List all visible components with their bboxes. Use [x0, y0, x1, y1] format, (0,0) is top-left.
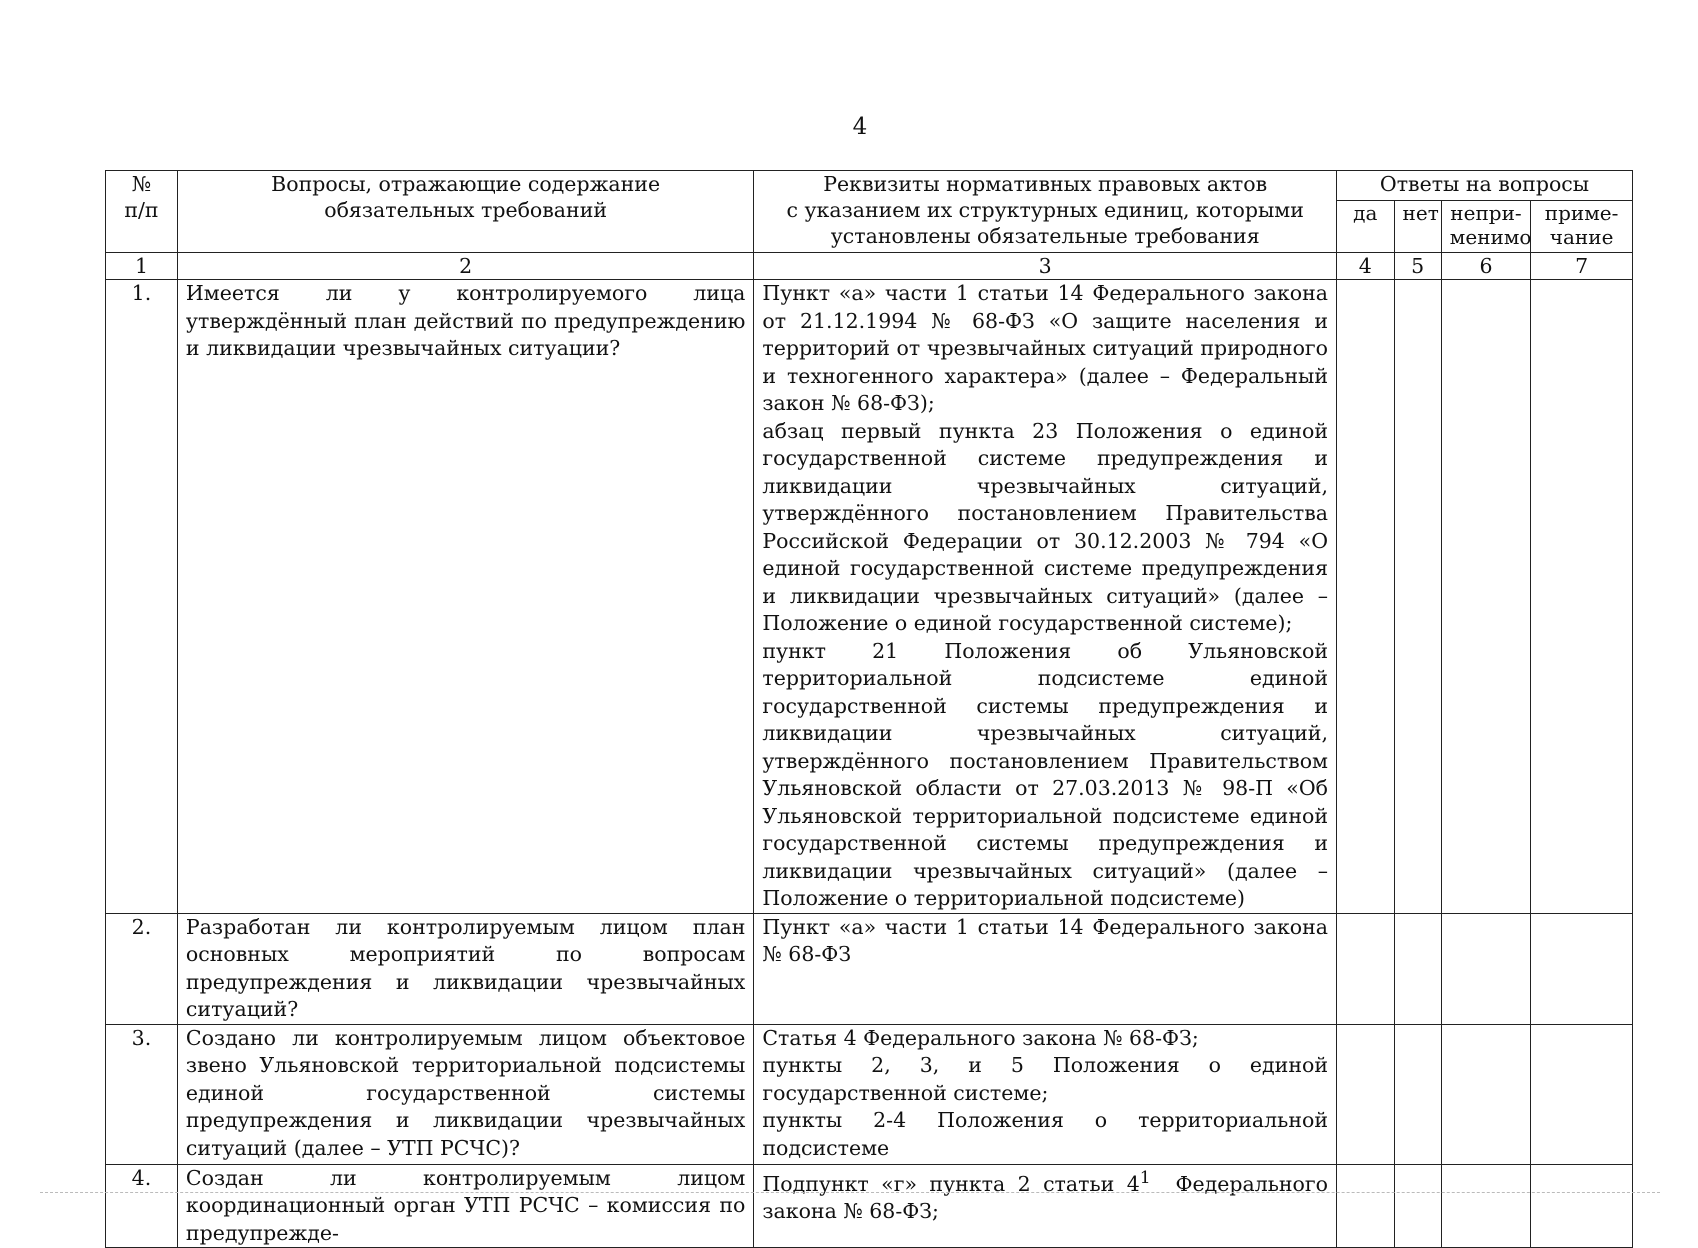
answer-note-cell[interactable] — [1531, 280, 1633, 914]
answer-no-cell[interactable] — [1394, 1024, 1441, 1164]
column-index: 7 — [1531, 253, 1633, 280]
answer-not-applicable-cell[interactable] — [1441, 913, 1530, 1024]
header-row-top — [106, 171, 1633, 201]
answer-note-cell[interactable] — [1531, 1164, 1633, 1248]
answer-no-cell[interactable] — [1394, 1164, 1441, 1248]
row-number: 2. — [106, 913, 178, 1024]
row-number: 3. — [106, 1024, 178, 1164]
answer-no-cell[interactable] — [1394, 913, 1441, 1024]
header-no: нет — [1394, 201, 1441, 253]
requisite-item: пункты 2, 3, и 5 Положения о единой государственной системе; — [762, 1053, 1328, 1105]
row-number: 1. — [106, 280, 178, 914]
question-text: Создан ли контролируемым лицом координационный орган УТП РСЧС – комиссия по предупрежде- — [177, 1164, 753, 1248]
column-index: 3 — [754, 253, 1337, 280]
answer-yes-cell[interactable] — [1337, 913, 1395, 1024]
answer-no-cell[interactable] — [1394, 280, 1441, 914]
header-yes: да — [1337, 201, 1395, 253]
column-index: 5 — [1394, 253, 1441, 280]
requisite-item: Пункт «а» части 1 статьи 14 Федерального закона от 21.12.1994 № 68-ФЗ «О защите населения и территорий от чрезвычайных ситуаций природного и техногенного характера» (далее – Федеральный закон № 68-ФЗ); — [762, 281, 1328, 415]
table-row — [106, 1164, 1633, 1248]
table-row — [106, 1024, 1633, 1164]
question-text: Разработан ли контролируемым лицом план основных мероприятий по вопросам предупреждения и ликвидации чрезвычайных ситуаций? — [177, 913, 753, 1024]
requisites-cell — [754, 1024, 1337, 1164]
answer-not-applicable-cell[interactable] — [1441, 1164, 1530, 1248]
header-requisites: Реквизиты нормативных правовых актов с указанием их структурных единиц, которыми установлены обязательные требования — [754, 171, 1337, 253]
column-index: 2 — [177, 253, 753, 280]
column-index: 6 — [1441, 253, 1530, 280]
checklist-table — [105, 170, 1633, 1248]
header-num: № п/п — [106, 171, 178, 253]
requisite-text-end: Федерального закона № 68-ФЗ; — [762, 1171, 1335, 1223]
answer-yes-cell[interactable] — [1337, 1024, 1395, 1164]
requisite-item: пункт 21 Положения об Ульяновской территориальной подсистеме единой государственной системы предупреждения и ликвидации чрезвычайных ситуаций, утверждённого постановлением Правительством Ульяновской области от 27.03.2013 № 98-П «Об Ульяновской территориальной подсистеме единой государственной системы предупреждения и ликвидации чрезвычайных ситуаций» (далее – Положение о территориальной подсистеме) — [762, 638, 1328, 910]
requisite-superscript: 1 — [1139, 1167, 1151, 1188]
row-number: 4. — [106, 1164, 178, 1248]
answer-yes-cell[interactable] — [1337, 1164, 1395, 1248]
column-index: 1 — [106, 253, 178, 280]
requisite-text-start: Подпункт «г» пункта 2 статьи 4 — [762, 1171, 1140, 1196]
header-not-applicable: непри- менимо — [1441, 201, 1530, 253]
question-text: Имеется ли у контролируемого лица утверждённый план действий по предупреждению и ликвидации чрезвычайных ситуации? — [177, 280, 753, 914]
table-row — [106, 280, 1633, 914]
column-index-row — [106, 253, 1633, 280]
requisite-item: абзац первый пункта 23 Положения о единой государственной системе предупреждения и ликвидации чрезвычайных ситуаций, утверждённого постановлением Правительства Российской Федерации от 30.12.2003 № 794 «О единой государственной системе предупреждения и ликвидации чрезвычайных ситуаций» (далее – Положение о единой государственной системе); — [762, 418, 1328, 635]
answer-not-applicable-cell[interactable] — [1441, 280, 1530, 914]
requisite-item: пункты 2-4 Положения о территориальной подсистеме — [762, 1108, 1328, 1160]
page-number: 4 — [852, 114, 868, 140]
scan-edge-line — [40, 1192, 1660, 1193]
header-question: Вопросы, отражающие содержание обязательных требований — [177, 171, 753, 253]
table-row — [106, 913, 1633, 1024]
requisite-item: Статья 4 Федерального закона № 68-ФЗ; — [762, 1025, 1199, 1050]
answer-yes-cell[interactable] — [1337, 280, 1395, 914]
question-text: Создано ли контролируемым лицом объектовое звено Ульяновской территориальной подсистемы единой государственной системы предупреждения и ликвидации чрезвычайных ситуаций (далее – УТП РСЧС)? — [177, 1024, 753, 1164]
answer-note-cell[interactable] — [1531, 913, 1633, 1024]
answer-note-cell[interactable] — [1531, 1024, 1633, 1164]
requisites-cell — [754, 913, 1337, 1024]
requisites-cell — [754, 1164, 1337, 1248]
header-note: приме- чание — [1531, 201, 1633, 253]
column-index: 4 — [1337, 253, 1395, 280]
answer-not-applicable-cell[interactable] — [1441, 1024, 1530, 1164]
header-answers: Ответы на вопросы — [1337, 171, 1633, 201]
requisites-cell — [754, 280, 1337, 914]
requisite-item: Пункт «а» части 1 статьи 14 Федерального закона № 68-ФЗ — [762, 914, 1328, 966]
